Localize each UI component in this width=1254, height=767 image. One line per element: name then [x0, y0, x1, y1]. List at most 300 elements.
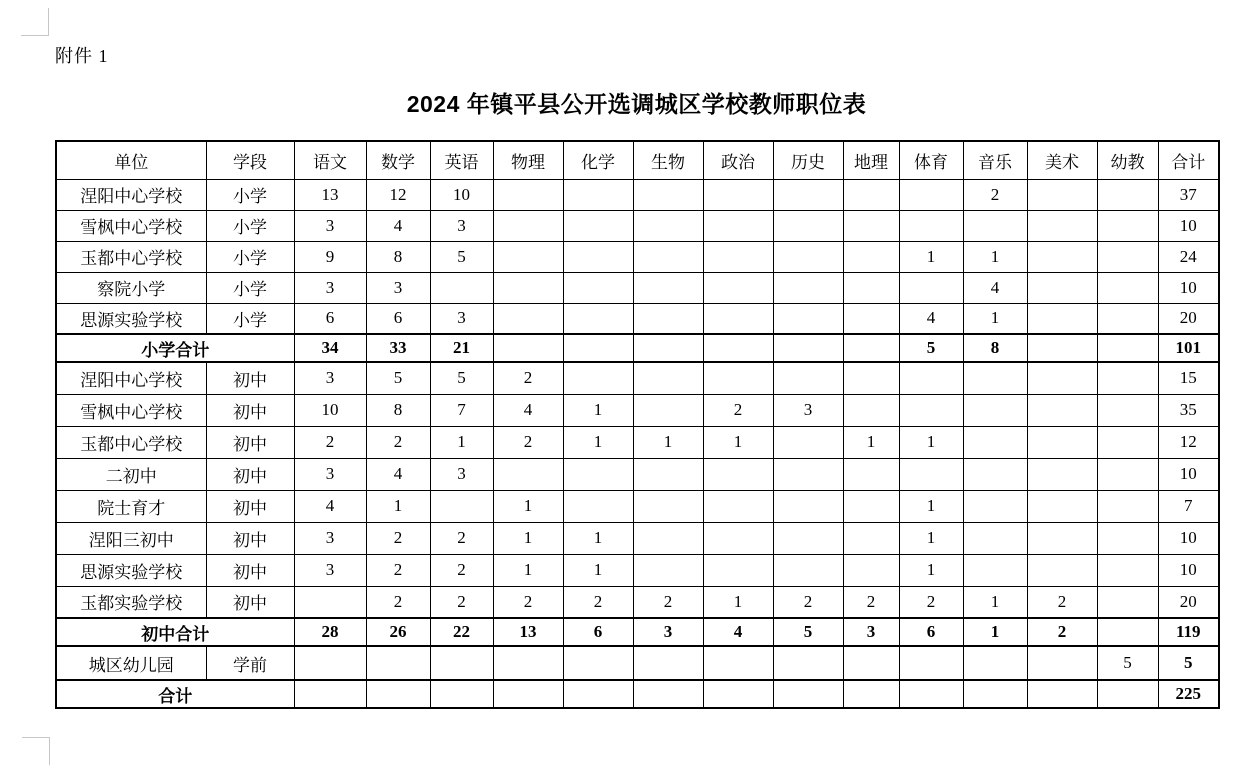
value-cell: 2	[366, 426, 430, 458]
table-row	[56, 272, 1219, 303]
value-cell: 2	[773, 586, 843, 618]
stage-cell: 小学	[206, 272, 294, 303]
value-cell	[1027, 362, 1097, 394]
table-row	[56, 241, 1219, 272]
value-cell: 3	[294, 362, 366, 394]
value-cell	[773, 303, 843, 334]
value-cell	[633, 554, 703, 586]
value-cell	[843, 210, 899, 241]
value-cell: 8	[366, 394, 430, 426]
value-cell: 9	[294, 241, 366, 272]
value-cell: 5	[366, 362, 430, 394]
unit-cell: 思源实验学校	[56, 554, 206, 586]
unit-cell: 雪枫中心学校	[56, 210, 206, 241]
value-cell	[563, 303, 633, 334]
total-cell: 35	[1158, 394, 1219, 426]
page-corner-mark-bottom-left	[22, 737, 50, 765]
value-cell: 3	[294, 458, 366, 490]
unit-cell: 城区幼儿园	[56, 646, 206, 680]
value-cell	[633, 303, 703, 334]
value-cell	[563, 458, 633, 490]
value-cell: 21	[430, 334, 493, 362]
total-cell: 101	[1158, 334, 1219, 362]
value-cell	[1097, 586, 1158, 618]
value-cell	[843, 646, 899, 680]
value-cell	[703, 241, 773, 272]
column-header: 体育	[899, 141, 963, 179]
value-cell	[773, 334, 843, 362]
unit-cell: 察院小学	[56, 272, 206, 303]
value-cell: 3	[430, 303, 493, 334]
value-cell	[963, 680, 1027, 708]
total-cell: 24	[1158, 241, 1219, 272]
value-cell	[843, 272, 899, 303]
value-cell	[773, 362, 843, 394]
value-cell	[963, 490, 1027, 522]
value-cell	[773, 554, 843, 586]
value-cell	[1027, 241, 1097, 272]
total-cell: 7	[1158, 490, 1219, 522]
stage-cell: 初中	[206, 554, 294, 586]
value-cell: 6	[899, 618, 963, 646]
value-cell: 1	[963, 303, 1027, 334]
value-cell	[963, 394, 1027, 426]
table-row	[56, 586, 1219, 618]
total-cell: 15	[1158, 362, 1219, 394]
value-cell	[899, 179, 963, 210]
value-cell: 8	[366, 241, 430, 272]
value-cell: 1	[899, 241, 963, 272]
value-cell	[633, 458, 703, 490]
stage-cell: 初中	[206, 586, 294, 618]
value-cell: 2	[294, 426, 366, 458]
value-cell: 3	[773, 394, 843, 426]
unit-cell: 二初中	[56, 458, 206, 490]
total-cell: 20	[1158, 303, 1219, 334]
value-cell	[1097, 362, 1158, 394]
value-cell	[1097, 334, 1158, 362]
column-header: 化学	[563, 141, 633, 179]
value-cell	[843, 334, 899, 362]
value-cell: 1	[633, 426, 703, 458]
value-cell	[843, 394, 899, 426]
unit-cell: 涅阳三初中	[56, 522, 206, 554]
unit-cell: 雪枫中心学校	[56, 394, 206, 426]
value-cell: 1	[703, 586, 773, 618]
value-cell	[430, 646, 493, 680]
value-cell	[294, 646, 366, 680]
table-row	[56, 554, 1219, 586]
total-cell: 225	[1158, 680, 1219, 708]
value-cell	[563, 490, 633, 522]
value-cell	[1097, 210, 1158, 241]
value-cell: 13	[493, 618, 563, 646]
value-cell: 1	[899, 490, 963, 522]
value-cell	[703, 554, 773, 586]
value-cell: 26	[366, 618, 430, 646]
value-cell	[493, 334, 563, 362]
summary-row	[56, 618, 1219, 646]
value-cell	[1097, 303, 1158, 334]
value-cell	[1027, 334, 1097, 362]
value-cell	[1027, 179, 1097, 210]
column-header: 美术	[1027, 141, 1097, 179]
value-cell	[563, 362, 633, 394]
page-title: 2024 年镇平县公开选调城区学校教师职位表	[406, 91, 867, 117]
value-cell: 3	[430, 210, 493, 241]
value-cell	[703, 179, 773, 210]
value-cell: 2	[1027, 586, 1097, 618]
value-cell	[366, 646, 430, 680]
value-cell	[773, 490, 843, 522]
value-cell	[430, 490, 493, 522]
value-cell	[703, 210, 773, 241]
value-cell	[899, 362, 963, 394]
summary-row	[56, 334, 1219, 362]
table-row	[56, 490, 1219, 522]
column-header: 政治	[703, 141, 773, 179]
value-cell	[963, 522, 1027, 554]
value-cell	[563, 646, 633, 680]
value-cell	[1027, 680, 1097, 708]
value-cell	[1097, 522, 1158, 554]
value-cell	[633, 272, 703, 303]
table-row	[56, 646, 1219, 680]
value-cell: 1	[703, 426, 773, 458]
table-row	[56, 458, 1219, 490]
unit-cell: 思源实验学校	[56, 303, 206, 334]
value-cell: 2	[493, 426, 563, 458]
table-row	[56, 179, 1219, 210]
column-header: 生物	[633, 141, 703, 179]
value-cell: 2	[899, 586, 963, 618]
value-cell	[1027, 303, 1097, 334]
value-cell	[899, 646, 963, 680]
stage-cell: 初中	[206, 426, 294, 458]
value-cell	[430, 680, 493, 708]
value-cell	[493, 458, 563, 490]
value-cell	[963, 210, 1027, 241]
value-cell	[366, 680, 430, 708]
value-cell	[703, 334, 773, 362]
value-cell: 5	[1097, 646, 1158, 680]
value-cell	[1097, 241, 1158, 272]
unit-cell: 小学合计	[56, 334, 294, 362]
total-cell: 119	[1158, 618, 1219, 646]
value-cell: 3	[294, 210, 366, 241]
value-cell: 7	[430, 394, 493, 426]
value-cell: 2	[633, 586, 703, 618]
total-cell: 10	[1158, 554, 1219, 586]
value-cell	[1027, 394, 1097, 426]
value-cell	[493, 646, 563, 680]
value-cell: 2	[430, 586, 493, 618]
column-header: 历史	[773, 141, 843, 179]
value-cell	[899, 680, 963, 708]
column-header: 单位	[56, 141, 206, 179]
value-cell: 28	[294, 618, 366, 646]
value-cell: 1	[563, 554, 633, 586]
value-cell: 2	[430, 522, 493, 554]
value-cell: 22	[430, 618, 493, 646]
value-cell: 1	[563, 522, 633, 554]
value-cell	[1027, 272, 1097, 303]
stage-cell: 小学	[206, 241, 294, 272]
value-cell	[843, 458, 899, 490]
value-cell	[843, 680, 899, 708]
value-cell	[294, 586, 366, 618]
column-header: 英语	[430, 141, 493, 179]
value-cell	[899, 394, 963, 426]
stage-cell: 初中	[206, 394, 294, 426]
value-cell	[1097, 179, 1158, 210]
value-cell	[1027, 210, 1097, 241]
value-cell	[703, 362, 773, 394]
teacher-positions-table	[55, 140, 1220, 709]
value-cell	[633, 210, 703, 241]
value-cell	[1027, 458, 1097, 490]
value-cell	[963, 458, 1027, 490]
value-cell	[563, 272, 633, 303]
value-cell: 2	[366, 522, 430, 554]
value-cell	[963, 554, 1027, 586]
value-cell: 2	[963, 179, 1027, 210]
value-cell: 10	[430, 179, 493, 210]
value-cell	[963, 426, 1027, 458]
value-cell: 5	[430, 241, 493, 272]
column-header: 音乐	[963, 141, 1027, 179]
value-cell	[493, 303, 563, 334]
value-cell	[633, 680, 703, 708]
value-cell	[633, 646, 703, 680]
value-cell	[773, 522, 843, 554]
unit-cell: 玉都实验学校	[56, 586, 206, 618]
value-cell: 2	[843, 586, 899, 618]
value-cell: 1	[963, 241, 1027, 272]
value-cell	[703, 303, 773, 334]
value-cell	[843, 303, 899, 334]
table-row	[56, 362, 1219, 394]
value-cell: 1	[963, 586, 1027, 618]
value-cell	[773, 426, 843, 458]
value-cell: 2	[1027, 618, 1097, 646]
value-cell	[493, 680, 563, 708]
total-cell: 37	[1158, 179, 1219, 210]
value-cell: 1	[963, 618, 1027, 646]
value-cell	[773, 646, 843, 680]
value-cell	[963, 362, 1027, 394]
total-cell: 10	[1158, 522, 1219, 554]
column-header: 物理	[493, 141, 563, 179]
value-cell: 12	[366, 179, 430, 210]
value-cell	[1097, 554, 1158, 586]
value-cell: 5	[773, 618, 843, 646]
value-cell	[1097, 618, 1158, 646]
value-cell	[563, 241, 633, 272]
value-cell	[773, 458, 843, 490]
value-cell: 4	[703, 618, 773, 646]
value-cell	[563, 210, 633, 241]
unit-cell: 玉都中心学校	[56, 241, 206, 272]
value-cell	[1027, 554, 1097, 586]
value-cell	[633, 179, 703, 210]
value-cell: 1	[563, 394, 633, 426]
value-cell	[773, 179, 843, 210]
unit-cell: 涅阳中心学校	[56, 179, 206, 210]
value-cell	[1027, 490, 1097, 522]
value-cell	[773, 272, 843, 303]
value-cell: 1	[899, 554, 963, 586]
value-cell	[633, 362, 703, 394]
value-cell: 6	[366, 303, 430, 334]
value-cell	[963, 646, 1027, 680]
value-cell	[773, 241, 843, 272]
value-cell: 3	[366, 272, 430, 303]
value-cell	[899, 458, 963, 490]
stage-cell: 小学	[206, 303, 294, 334]
value-cell: 2	[563, 586, 633, 618]
value-cell	[703, 646, 773, 680]
value-cell	[1027, 522, 1097, 554]
value-cell: 8	[963, 334, 1027, 362]
value-cell	[563, 680, 633, 708]
value-cell: 3	[430, 458, 493, 490]
value-cell: 1	[493, 522, 563, 554]
value-cell: 4	[899, 303, 963, 334]
total-cell: 10	[1158, 458, 1219, 490]
value-cell	[563, 179, 633, 210]
value-cell	[1027, 646, 1097, 680]
value-cell	[633, 522, 703, 554]
value-cell	[493, 241, 563, 272]
column-header: 数学	[366, 141, 430, 179]
page-corner-mark-top-left	[21, 8, 49, 36]
value-cell	[1097, 272, 1158, 303]
total-cell: 10	[1158, 210, 1219, 241]
value-cell: 4	[366, 210, 430, 241]
stage-cell: 小学	[206, 179, 294, 210]
value-cell	[843, 241, 899, 272]
value-cell: 1	[899, 522, 963, 554]
value-cell	[430, 272, 493, 303]
value-cell: 6	[294, 303, 366, 334]
value-cell	[773, 210, 843, 241]
value-cell	[294, 680, 366, 708]
column-header: 语文	[294, 141, 366, 179]
value-cell: 10	[294, 394, 366, 426]
total-cell: 12	[1158, 426, 1219, 458]
value-cell: 6	[563, 618, 633, 646]
value-cell	[703, 680, 773, 708]
stage-cell: 学前	[206, 646, 294, 680]
value-cell	[843, 522, 899, 554]
value-cell: 1	[493, 554, 563, 586]
column-header: 地理	[843, 141, 899, 179]
value-cell	[1097, 458, 1158, 490]
value-cell	[1097, 426, 1158, 458]
table-row	[56, 426, 1219, 458]
value-cell: 2	[366, 554, 430, 586]
value-cell: 2	[430, 554, 493, 586]
summary-row	[56, 680, 1219, 708]
total-cell: 5	[1158, 646, 1219, 680]
value-cell	[1097, 394, 1158, 426]
value-cell: 2	[493, 586, 563, 618]
value-cell	[843, 179, 899, 210]
stage-cell: 初中	[206, 458, 294, 490]
value-cell	[493, 210, 563, 241]
value-cell: 1	[563, 426, 633, 458]
value-cell	[843, 490, 899, 522]
value-cell: 2	[703, 394, 773, 426]
value-cell: 4	[493, 394, 563, 426]
value-cell	[1027, 426, 1097, 458]
value-cell: 3	[843, 618, 899, 646]
total-cell: 10	[1158, 272, 1219, 303]
value-cell	[633, 334, 703, 362]
value-cell	[1097, 680, 1158, 708]
value-cell	[1097, 490, 1158, 522]
value-cell	[493, 179, 563, 210]
value-cell: 13	[294, 179, 366, 210]
value-cell: 34	[294, 334, 366, 362]
stage-cell: 初中	[206, 490, 294, 522]
column-header: 学段	[206, 141, 294, 179]
value-cell: 2	[366, 586, 430, 618]
value-cell	[703, 522, 773, 554]
value-cell	[899, 272, 963, 303]
value-cell	[703, 272, 773, 303]
value-cell	[563, 334, 633, 362]
value-cell: 1	[899, 426, 963, 458]
stage-cell: 小学	[206, 210, 294, 241]
value-cell: 5	[899, 334, 963, 362]
value-cell: 4	[366, 458, 430, 490]
value-cell: 2	[493, 362, 563, 394]
attachment-label: 附件 1	[55, 46, 109, 66]
value-cell	[633, 241, 703, 272]
value-cell	[493, 272, 563, 303]
value-cell	[773, 680, 843, 708]
value-cell	[843, 554, 899, 586]
value-cell	[633, 394, 703, 426]
unit-cell: 涅阳中心学校	[56, 362, 206, 394]
value-cell: 4	[294, 490, 366, 522]
column-header: 合计	[1158, 141, 1219, 179]
stage-cell: 初中	[206, 522, 294, 554]
value-cell: 3	[633, 618, 703, 646]
value-cell	[899, 210, 963, 241]
value-cell: 3	[294, 272, 366, 303]
value-cell: 5	[430, 362, 493, 394]
stage-cell: 初中	[206, 362, 294, 394]
unit-cell: 玉都中心学校	[56, 426, 206, 458]
table-row	[56, 394, 1219, 426]
value-cell: 3	[294, 554, 366, 586]
value-cell	[703, 458, 773, 490]
value-cell	[633, 490, 703, 522]
table-header-row	[56, 141, 1219, 179]
value-cell: 1	[843, 426, 899, 458]
value-cell	[703, 490, 773, 522]
value-cell: 4	[963, 272, 1027, 303]
value-cell	[843, 362, 899, 394]
value-cell: 1	[430, 426, 493, 458]
value-cell: 33	[366, 334, 430, 362]
value-cell: 1	[493, 490, 563, 522]
value-cell: 1	[366, 490, 430, 522]
table-row	[56, 210, 1219, 241]
